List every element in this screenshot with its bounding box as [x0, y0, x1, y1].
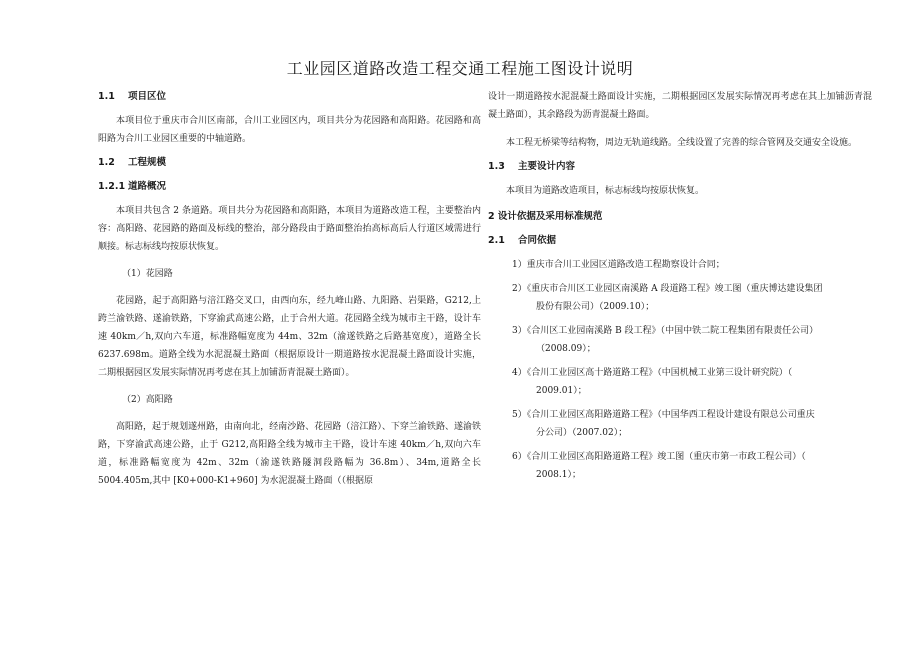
reference-line-cont: （2008.09）； — [536, 344, 596, 354]
reference-list — [488, 256, 872, 484]
reference-line-cont: 分公司）（2007.02）； — [536, 428, 628, 438]
reference-item — [488, 322, 872, 358]
reference-line: 4）《合川工业园区高十路道路工程》（中国机械工业第三设计研究院）（ — [512, 368, 793, 378]
reference-item — [488, 448, 872, 484]
road1-label: （1）花园路 — [122, 269, 173, 279]
reference-item — [488, 280, 872, 316]
section-1-3-heading — [488, 158, 872, 176]
section-number: 1.3 — [488, 161, 505, 172]
reference-line-cont: 股份有限公司）（2009.10）； — [536, 302, 655, 312]
section-number: 1.1 — [98, 91, 115, 102]
reference-line: 6）《合川工业园区高阳路道路工程》竣工图（重庆市第一市政工程公司）（ — [512, 452, 806, 462]
road-overview-paragraph: 本项目共包含 2 条道路。项目共分为花园路和高阳路，本项目为道路改造工程，主要整治内容：高阳路、花园路的路面及标线的整治，部分路段由于路面整治抬高标高后人行道区域需进行顺接。标志标线均按原状恢复。 — [98, 206, 481, 252]
reference-item — [488, 364, 872, 400]
right-column — [488, 88, 872, 484]
reference-line-cont: 2009.01）； — [536, 386, 587, 396]
design-content-paragraph: 本项目为道路改造项目，标志标线均按原状恢复。 — [506, 186, 705, 196]
section-2-heading: 2 设计依据及采用标准规范 — [488, 211, 603, 222]
continued-paragraph: 设计一期道路按水泥混凝土路面设计实施，二期根据园区发展实际情况再考虑在其上加铺沥青混凝土路面），其余路段为沥青混凝土路面。 — [488, 92, 872, 120]
reference-line: 5）《合川工业园区高阳路道路工程》（中国华西工程设计建设有限总公司重庆 — [512, 410, 815, 420]
section-number: 1.2.1 — [98, 181, 126, 192]
section-1-1-heading — [98, 88, 481, 106]
left-column — [98, 88, 481, 490]
reference-item — [488, 406, 872, 442]
section-title: 项目区位 — [128, 91, 167, 102]
section-number: 1.2 — [98, 157, 115, 168]
road2-paragraph: 高阳路，起于规划遂州路，由南向北，经南沙路、花园路（涪江路）、下穿兰渝铁路、遂渝铁路，下穿渝武高速公路，止于 G212,高阳路全线为城市主干路，设计车速 40km／h,双向六车道，标准路幅宽度为 42m、32m（渝遂铁路隧洞段路幅为 36.8m）、34m,道路全长 5004.405m,其中 [K0+000-K1+960] 为水泥混凝土路面（（根据原 — [98, 422, 481, 486]
reference-line-cont: 2008.1）； — [536, 470, 581, 480]
section-1-2-heading — [98, 154, 481, 172]
section-number: 2.1 — [488, 235, 505, 246]
reference-line: 1）重庆市合川工业园区道路改造工程勘察设计合同； — [512, 260, 725, 270]
road2-label: （2）高阳路 — [122, 395, 173, 405]
reference-line: 3）《合川区工业园南溪路 B 段工程》（中国中铁二院工程集团有限责任公司） — [512, 326, 819, 336]
road1-paragraph: 花园路，起于高阳路与涪江路交叉口，由西向东，经九峰山路、九阳路、岩渠路，G212,上跨兰渝铁路、遂渝铁路，下穿渝武高速公路，止于合州大道。花园路全线为城市主干路，设计车速 40km／h,双向六车道，标准路幅宽度为 44m、32m（渝遂铁路之后路基宽度），道路全长 6237.698m。道路全线为水泥混凝土路面（根据原设计一期道路按水泥混凝土路面设计实施，二期根据园区发展实际情况再考虑在其上加铺沥青混凝土路面）。 — [98, 296, 481, 378]
section-title: 合同依据 — [518, 235, 557, 246]
reference-item — [488, 256, 872, 274]
page-title: 工业园区道路改造工程交通工程施工图设计说明 — [286, 59, 634, 78]
section-1-2-1-heading — [98, 178, 481, 196]
section-2-1-heading — [488, 232, 872, 250]
structures-paragraph: 本工程无桥梁等结构物，周边无轨道线路。全线设置了完善的综合管网及交通安全设施。 — [506, 138, 858, 148]
reference-line: 2）《重庆市合川区工业园区南溪路 A 段道路工程》竣工图（重庆博达建设集团 — [512, 284, 823, 294]
section-title: 道路概况 — [128, 181, 167, 192]
section-title: 工程规模 — [128, 157, 167, 168]
section-title: 主要设计内容 — [518, 161, 576, 172]
project-location-paragraph: 本项目位于重庆市合川区南部，合川工业园区内，项目共分为花园路和高阳路。花园路和高阳路为合川工业园区重要的中轴道路。 — [98, 116, 481, 144]
